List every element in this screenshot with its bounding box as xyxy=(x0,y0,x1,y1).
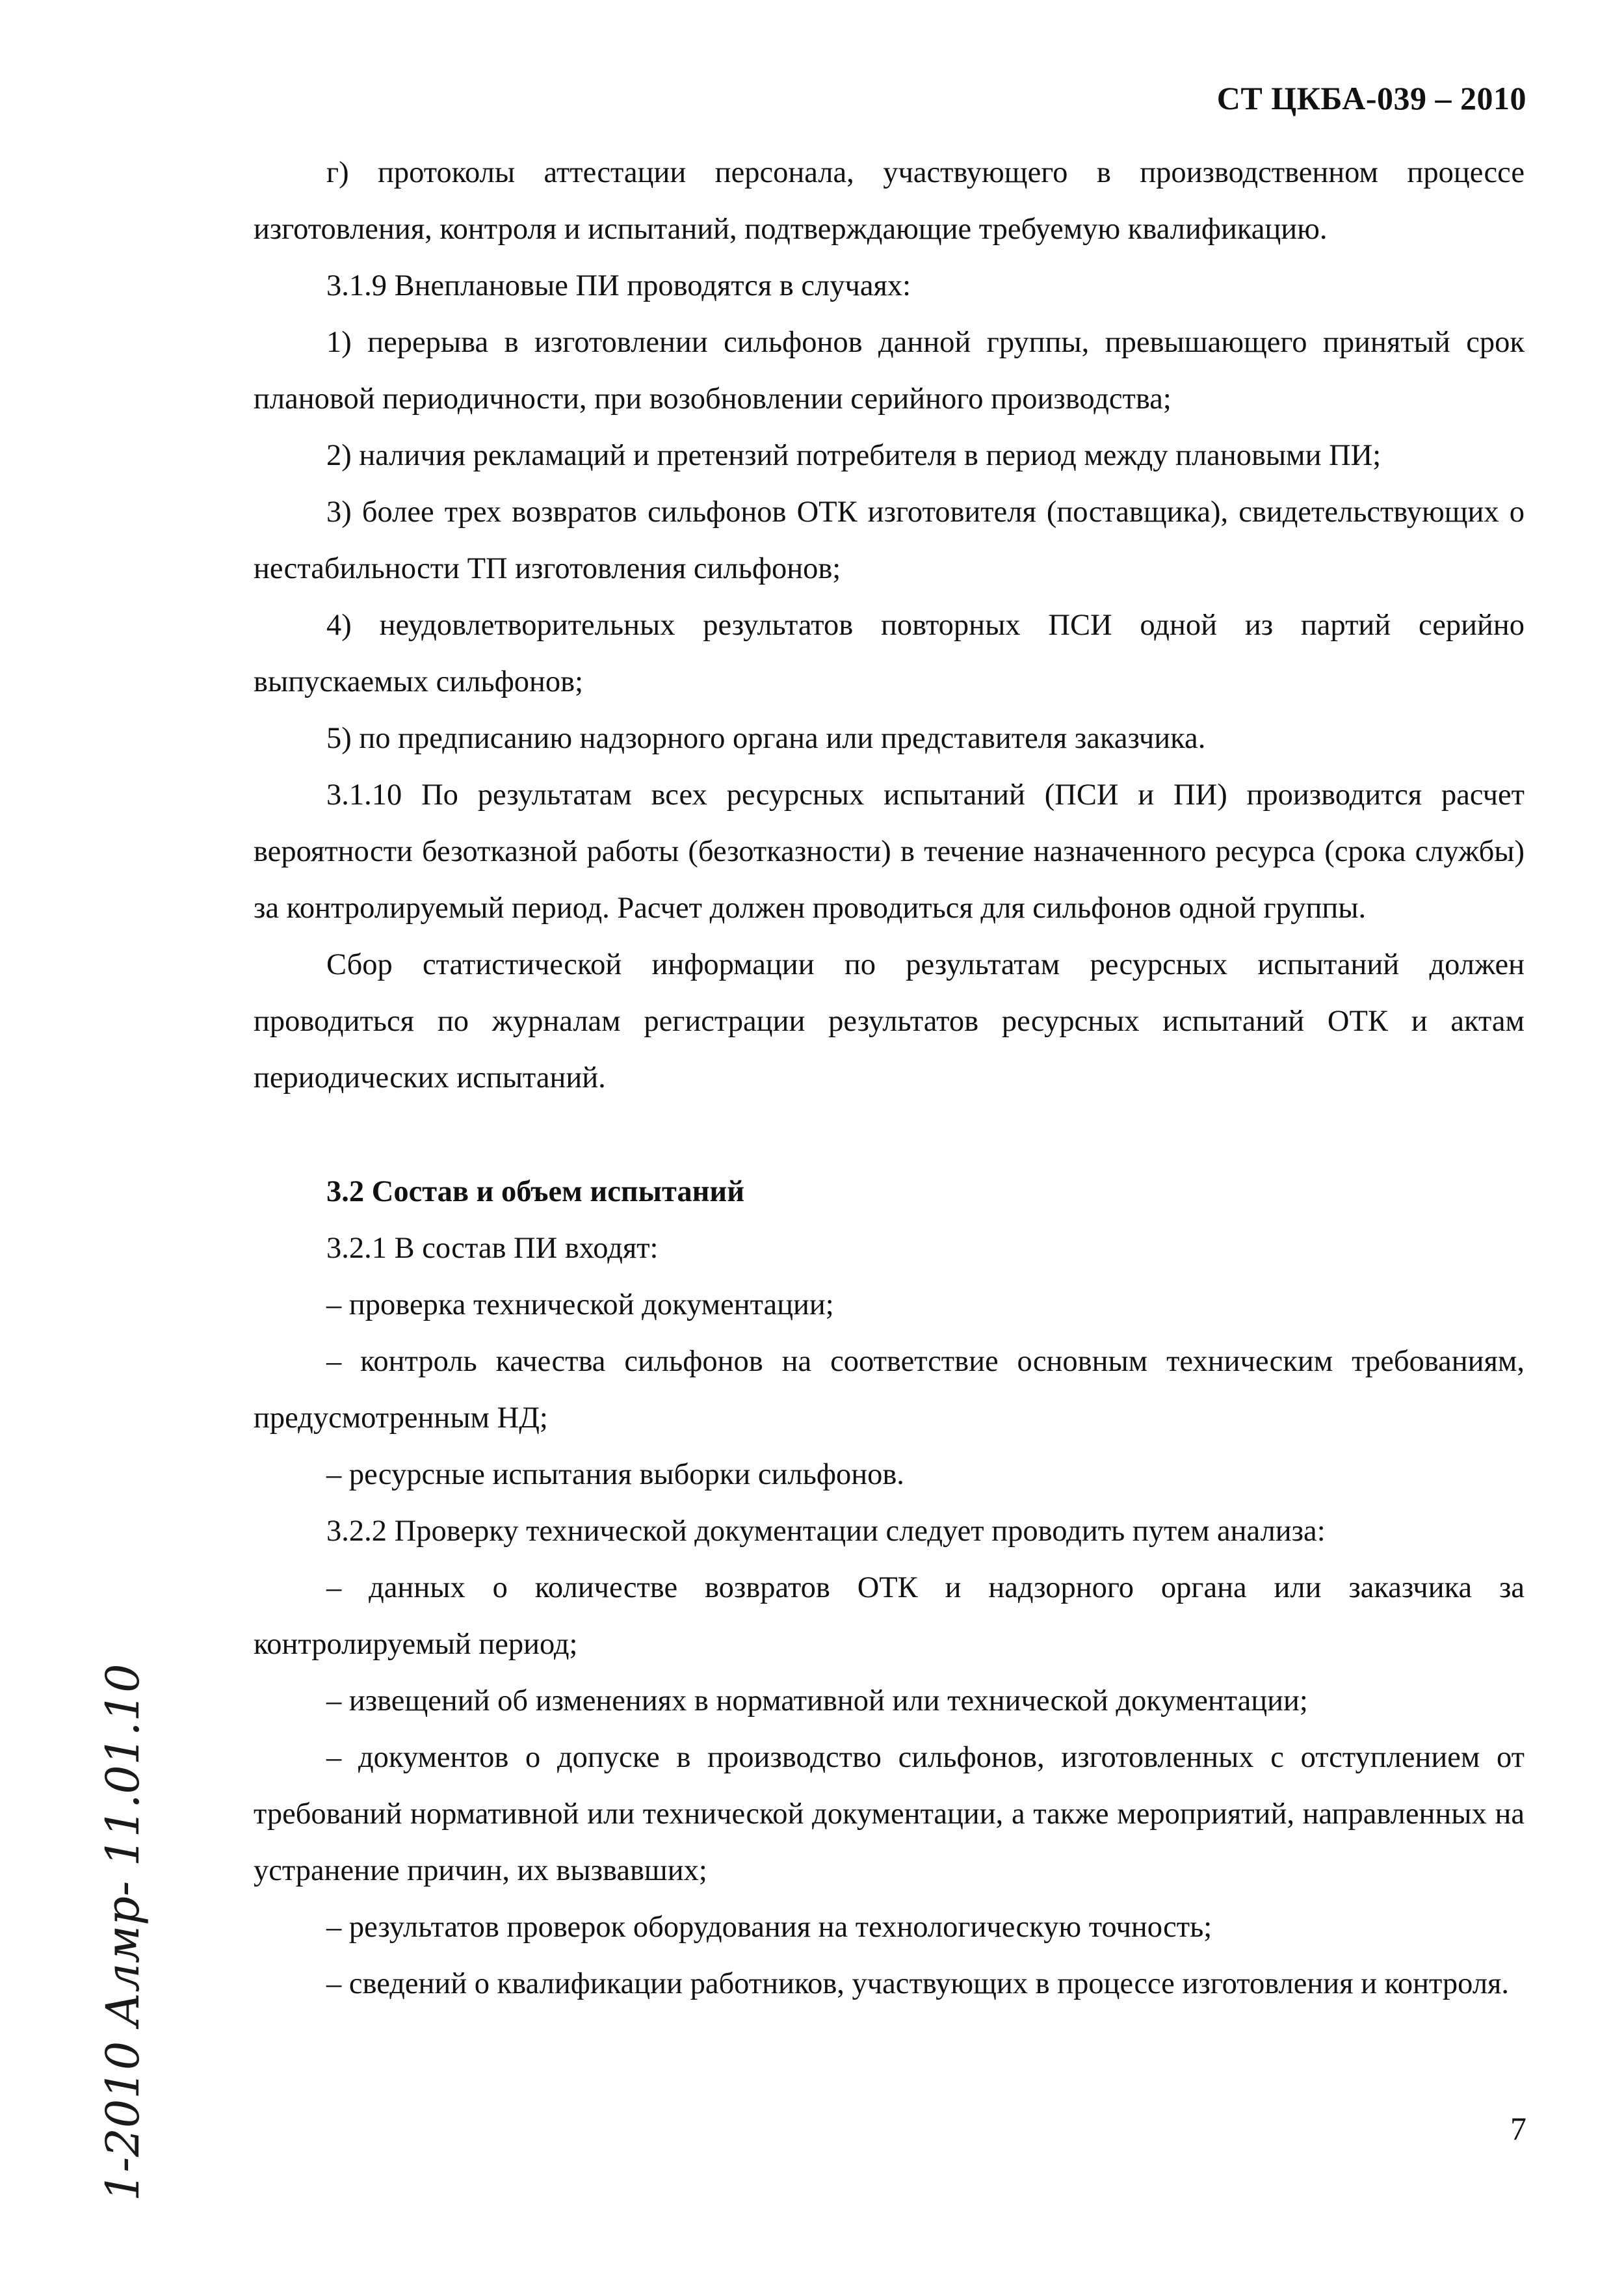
dash-item-deviation-permits: – документов о допуске в производство сильфонов, изготовленных с отступлением от требований нормативной или технической документации, а также мероприятий, направленных на устранение причин, их вызвавших; xyxy=(254,1741,1525,1887)
list-item-3: 3) более трех возвратов сильфонов ОТК изготовителя (поставщика), свидетельствующих о нестабильности ТП изготовления сильфонов; xyxy=(254,496,1525,585)
list-item-1: 1) перерыва в изготовлении сильфонов данной группы, превышающего принятый срок плановой периодичности, при возобновлении серийного производства; xyxy=(254,326,1525,416)
dash-item-quality-control: – контроль качества сильфонов на соответствие основным техническим требованиям, предусмотренным НД; xyxy=(254,1345,1525,1435)
paragraph-statistics-collection: Сбор статистической информации по результатам ресурсных испытаний должен проводиться по журналам регистрации результатов ресурсных испытаний ОТК и актам периодических испытаний. xyxy=(254,948,1525,1094)
list-item-4: 4) неудовлетворительных результатов повторных ПСИ одной из партий серийно выпускаемых сильфонов; xyxy=(254,609,1525,698)
paragraph-3-2-1: 3.2.1 В состав ПИ входят: xyxy=(326,1232,659,1265)
dash-item-change-notices: – извещений об изменениях в нормативной или технической документации; xyxy=(326,1684,1308,1717)
paragraph-3-1-10: 3.1.10 По результатам всех ресурсных испытаний (ПСИ и ПИ) производится расчет вероятности безотказной работы (безотказности) в течение назначенного ресурса (срока службы) за контролируемый период. Расчет должен проводиться для сильфонов одной группы. xyxy=(254,778,1525,925)
paragraph-3-2-2: 3.2.2 Проверку технической документации следует проводить путем анализа: xyxy=(326,1515,1326,1548)
document-body xyxy=(254,144,1525,2012)
paragraph-3-1-9: 3.1.9 Внеплановые ПИ проводятся в случаях: xyxy=(326,269,911,302)
dash-item-resource-tests: – ресурсные испытания выборки сильфонов. xyxy=(326,1458,904,1491)
document-code-header: СТ ЦКБА-039 – 2010 xyxy=(1216,80,1526,116)
section-heading-3-2: 3.2 Состав и объем испытаний xyxy=(326,1175,744,1208)
list-item-5: 5) по предписанию надзорного органа или представителя заказчика. xyxy=(326,722,1206,755)
dash-item-equipment-checks: – результатов проверок оборудования на технологическую точность; xyxy=(326,1911,1212,1944)
paragraph-personnel-certification: г) протоколы аттестации персонала, участвующего в производственном процессе изготовления, контроля и испытаний, подтверждающие требуемую квалификацию. xyxy=(254,156,1525,246)
dash-item-returns-data: – данных о количестве возвратов ОТК и надзорного органа или заказчика за контролируемый период; xyxy=(254,1571,1525,1661)
page-number: 7 xyxy=(1510,2110,1526,2147)
dash-item-doc-check: – проверка технической документации; xyxy=(326,1288,834,1321)
handwritten-annotation: 1-2010 Алмр- 11.01.10 xyxy=(96,1664,150,2201)
dash-item-staff-qualification: – сведений о квалификации работников, участвующих в процессе изготовления и контроля. xyxy=(326,1967,1510,2000)
list-item-2: 2) наличия рекламаций и претензий потребителя в период между плановыми ПИ; xyxy=(326,439,1382,472)
